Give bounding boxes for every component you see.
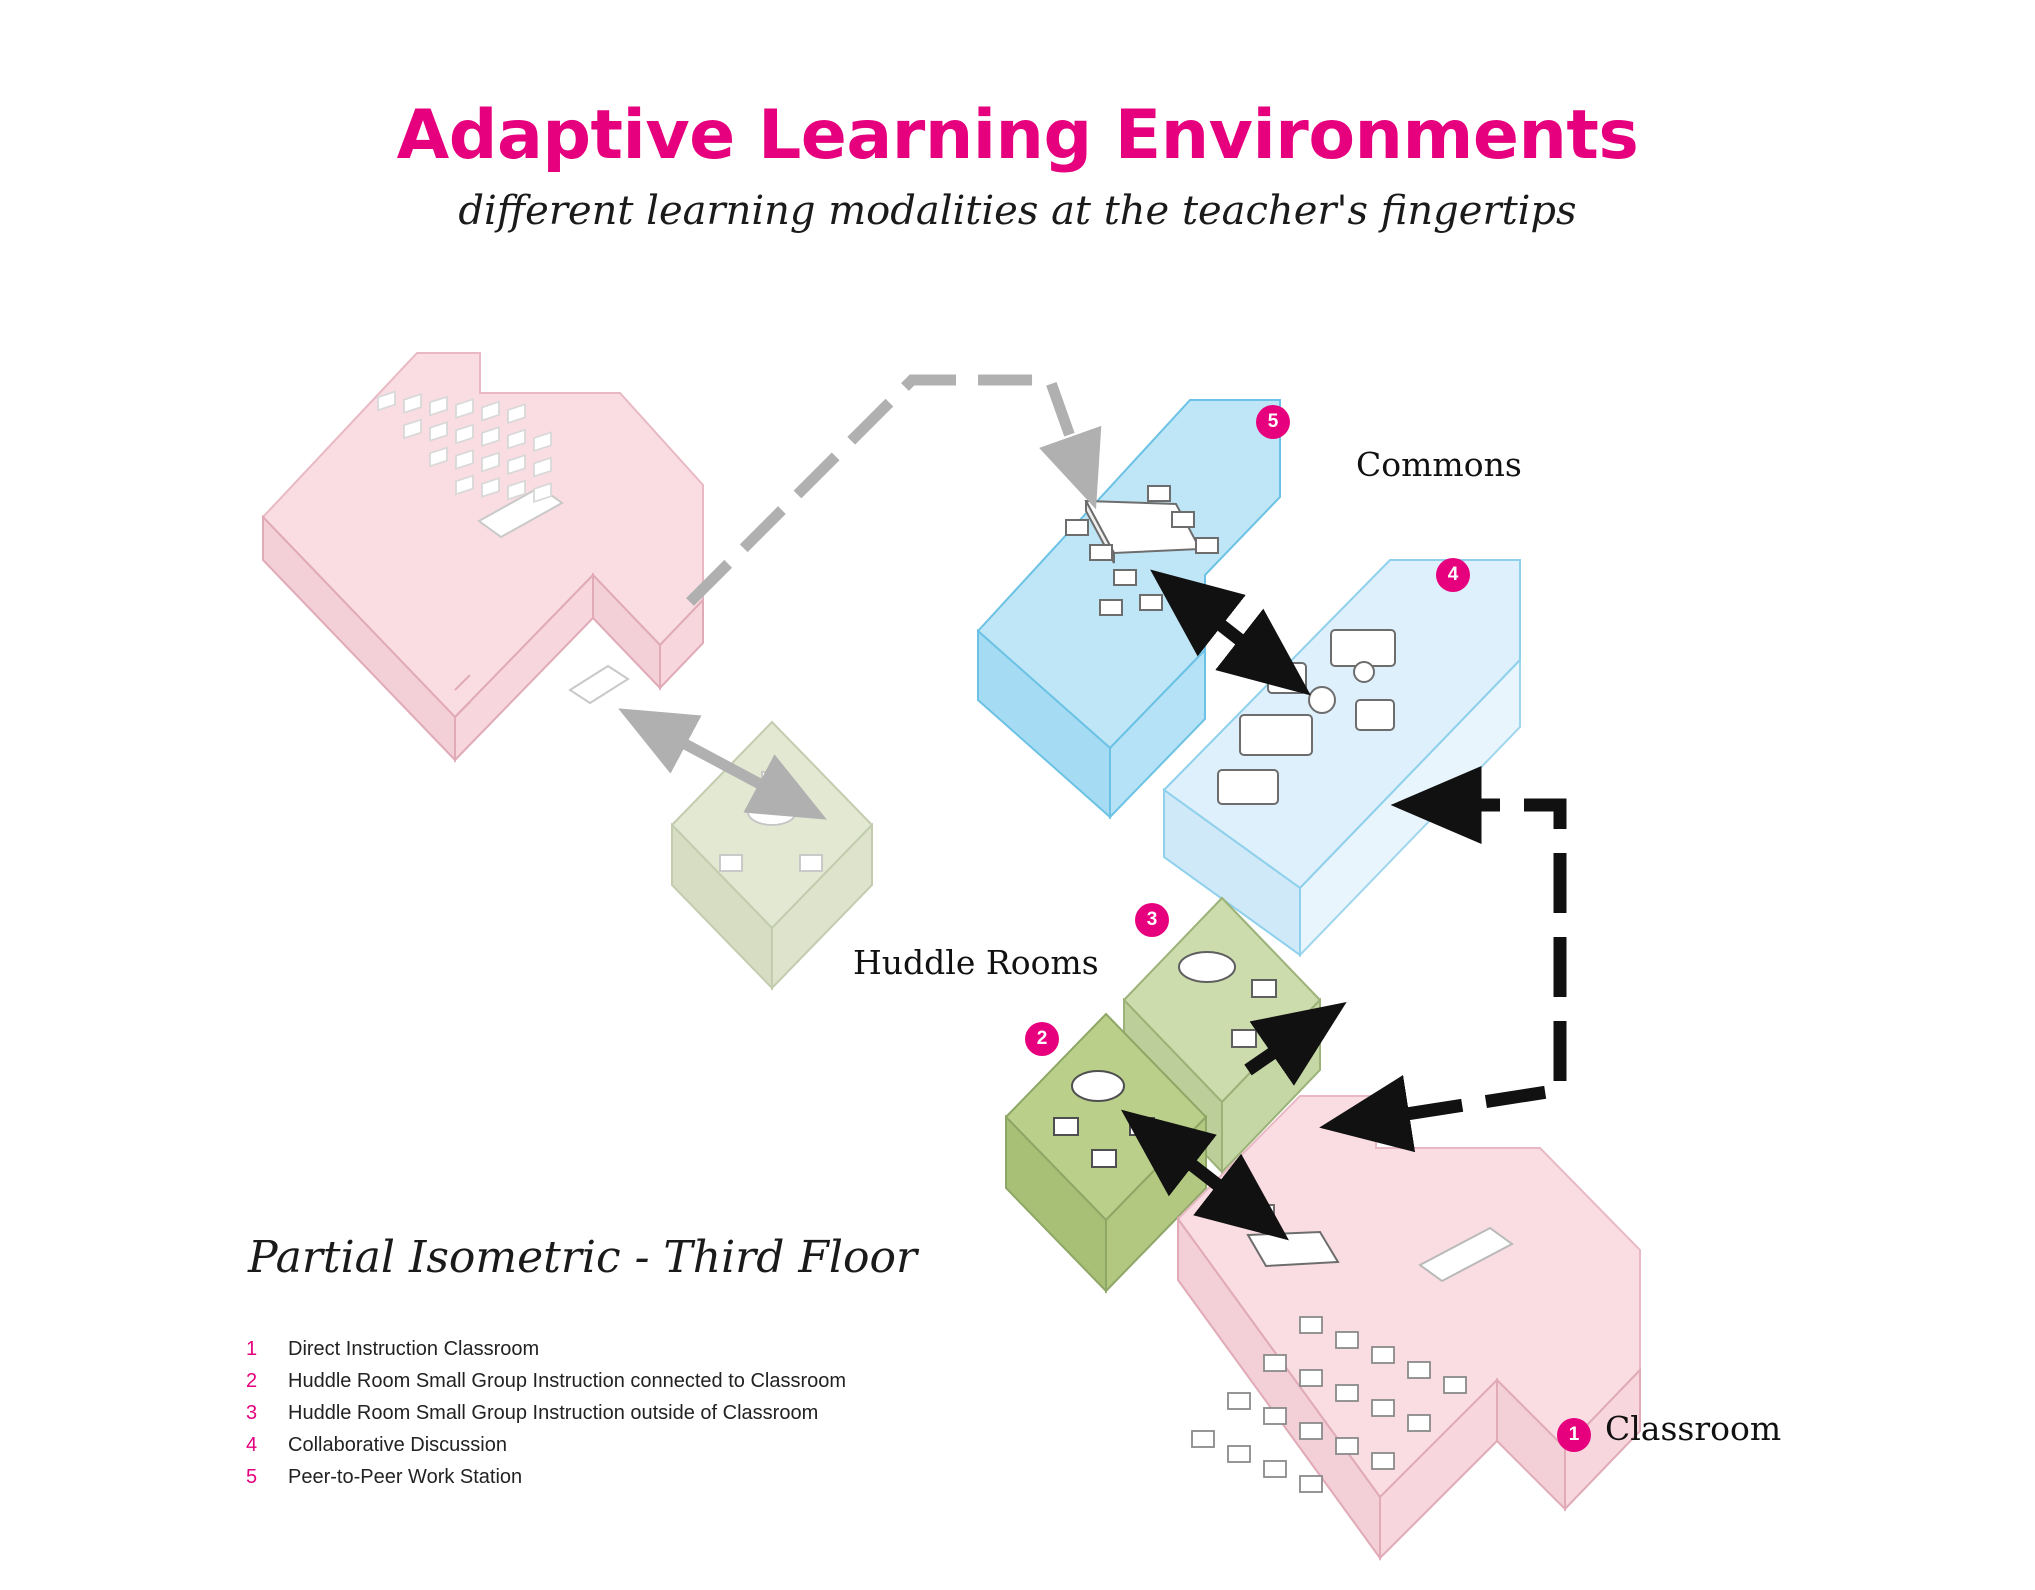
legend-label: Huddle Room Small Group Instruction outside of Classroom	[288, 1402, 819, 1424]
main-classroom-volume	[1178, 1096, 1640, 1558]
legend-item	[246, 1466, 946, 1498]
badge-4: 4	[1436, 558, 1470, 592]
legend-number: 1	[246, 1338, 258, 1360]
legend-number: 3	[246, 1402, 258, 1424]
label-classroom: Classroom	[1605, 1409, 1782, 1448]
legend-number: 2	[246, 1370, 258, 1392]
label-huddle-rooms: Huddle Rooms	[853, 943, 1099, 982]
page-title: Adaptive Learning Environments	[396, 96, 1639, 175]
upper-left-huddle-room-volume	[672, 722, 872, 988]
page-subtitle: different learning modalities at the teacher's fingertips	[458, 188, 1577, 234]
legend-label: Collaborative Discussion	[288, 1434, 507, 1456]
badge-3: 3	[1135, 903, 1169, 937]
isometric-caption: Partial Isometric - Third Floor	[248, 1232, 917, 1283]
legend-label: Huddle Room Small Group Instruction connected to Classroom	[288, 1370, 847, 1392]
legend-number: 4	[246, 1434, 258, 1456]
legend-item	[246, 1370, 946, 1402]
legend-item	[246, 1434, 946, 1466]
legend-label: Direct Instruction Classroom	[288, 1338, 540, 1360]
legend-item	[246, 1338, 946, 1370]
upper-left-classroom-volume	[263, 353, 703, 760]
legend-number: 5	[246, 1466, 258, 1488]
legend	[246, 1338, 946, 1498]
badge-2: 2	[1025, 1022, 1059, 1056]
badge-1: 1	[1557, 1418, 1591, 1452]
legend-label: Peer-to-Peer Work Station	[288, 1466, 523, 1488]
badge-5: 5	[1256, 405, 1290, 439]
flow-arrow-upper-gray	[690, 380, 1082, 602]
label-commons: Commons	[1356, 445, 1522, 484]
legend-item	[246, 1402, 946, 1434]
